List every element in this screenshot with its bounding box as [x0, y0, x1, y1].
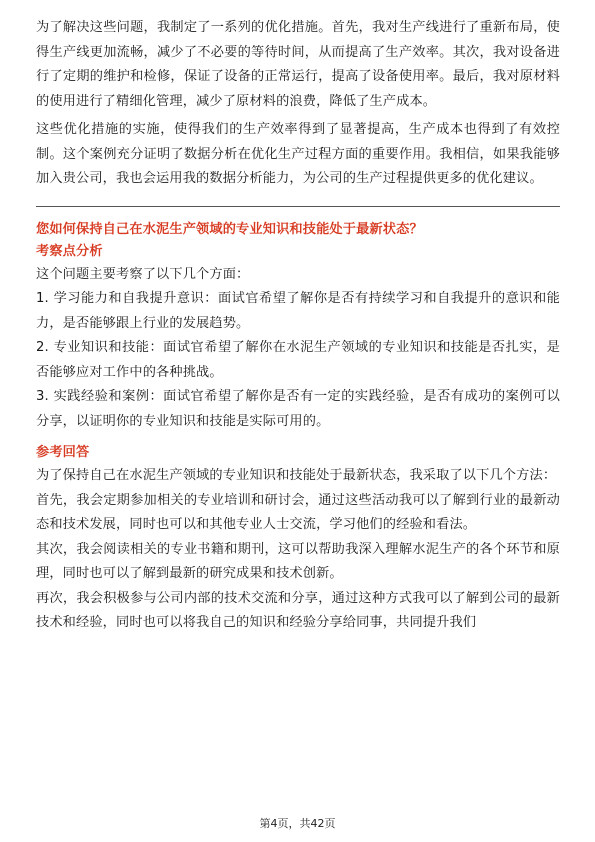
analysis-item-2: 2. 专业知识和技能：面试官希望了解你在水泥生产领域的专业知识和技能是否扎实，是否能够应对工作中的各种挑战。 [36, 340, 560, 380]
answer-paragraph-3: 其次，我会阅读相关的专业书籍和期刊，这可以帮助我深入理解水泥生产的各个环节和原理，同时也可以了解到最新的研究成果和技术创新。 [36, 541, 560, 581]
answer-title: 参考回答 [36, 445, 90, 460]
document-body [36, 16, 560, 636]
answer-paragraph-2: 首先，我会定期参加相关的专业培训和研讨会，通过这些活动我可以了解到行业的最新动态和技术发展，同时也可以和其他专业人士交流，学习他们的经验和看法。 [36, 492, 560, 532]
analysis-lead: 这个问题主要考察了以下几个方面： [36, 266, 250, 282]
answer-paragraph-1: 为了保持自己在水泥生产领域的专业知识和技能处于最新状态，我采取了以下几个方法： [36, 468, 557, 483]
intro-paragraph-1: 为了解决这些问题，我制定了一系列的优化措施。首先，我对生产线进行了重新布局，使得生产线更加流畅，减少了不必要的等待时间，从而提高了生产效率。其次，我对设备进行了定期的维护和检修，保证了设备的正常运行，提高了设备使用率。最后，我对原材料的使用进行了精细化管理，减少了原材料的浪费，降低了生产成本。 [36, 20, 560, 109]
analysis-item-1: 1. 学习能力和自我提升意识：面试官希望了解你是否有持续学习和自我提升的意识和能力，是否能够跟上行业的发展趋势。 [36, 291, 560, 331]
answer-paragraph-4: 再次，我会积极参与公司内部的技术交流和分享，通过这种方式我可以了解到公司的最新技术和经验，同时也可以将我自己的知识和经验分享给同事，共同提升我们 [36, 590, 560, 630]
analysis-item-3: 3. 实践经验和案例：面试官希望了解你是否有一定的实践经验，是否有成功的案例可以分享，以证明你的专业知识和技能是实际可用的。 [36, 389, 560, 429]
section-divider [36, 206, 560, 207]
intro-paragraph-2: 这些优化措施的实施，使得我们的生产效率得到了显著提高，生产成本也得到了有效控制。这个案例充分证明了数据分析在优化生产过程方面的重要作用。我相信，如果我能够加入贵公司，我也会运用我的数据分析能力，为公司的生产过程提供更多的优化建议。 [36, 122, 560, 186]
question-heading: 您如何保持自己在水泥生产领域的专业知识和技能处于最新状态？ [36, 221, 423, 237]
analysis-title: 考察点分析 [36, 243, 103, 259]
page-number: 第4页，共42页 [259, 817, 336, 830]
